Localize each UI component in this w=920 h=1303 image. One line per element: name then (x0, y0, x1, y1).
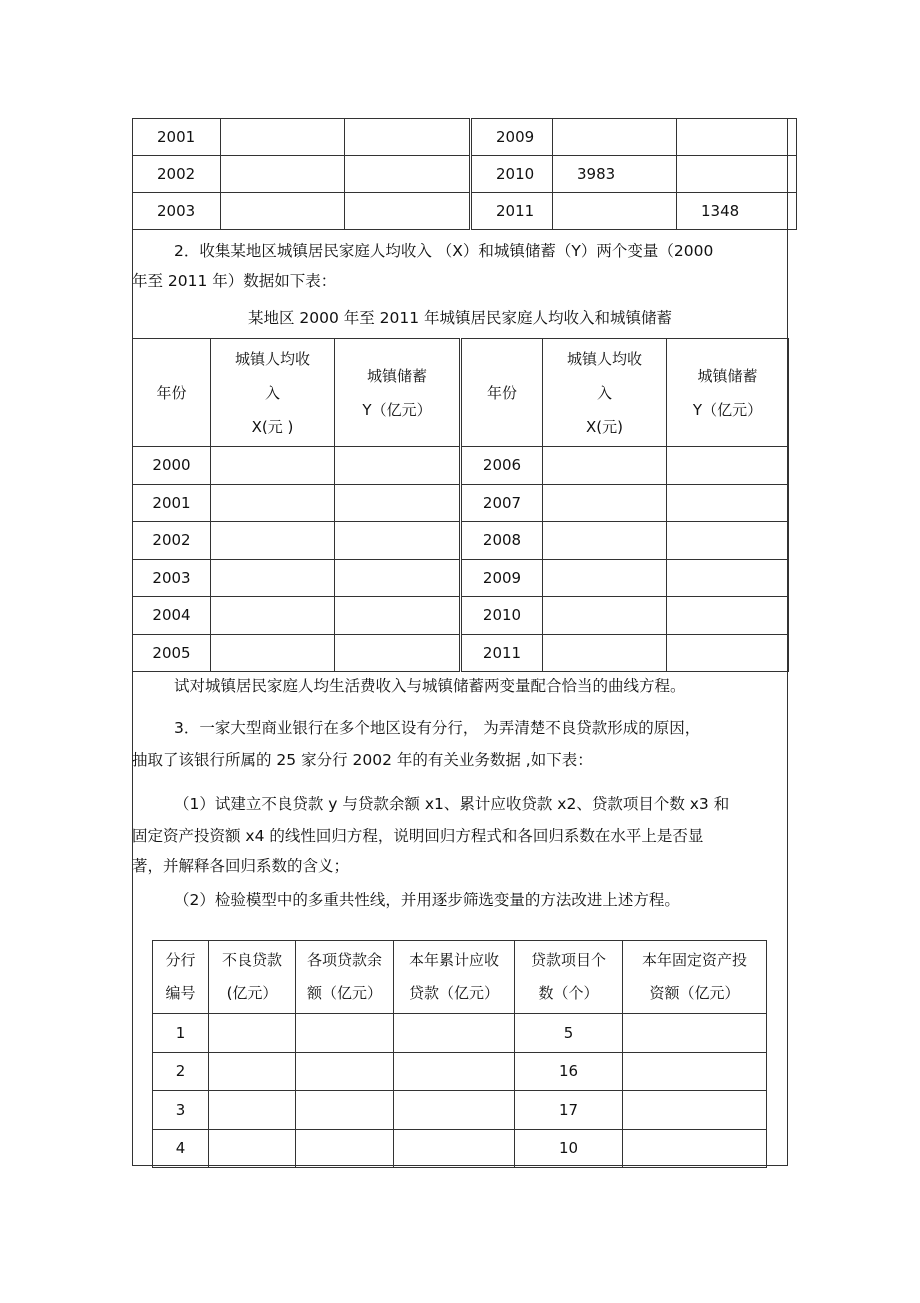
header-line: 各项贷款余 (306, 951, 382, 969)
income-cell (553, 193, 677, 230)
empty-cell (211, 447, 335, 485)
empty-cell (211, 634, 335, 672)
header-line: (亿元） (226, 984, 278, 1002)
savings-cell (345, 119, 471, 156)
header-line: 资额（亿元） (649, 984, 740, 1002)
table-row (133, 156, 797, 193)
project-count-cell: 17 (515, 1091, 623, 1130)
income-header-line: 入 (596, 383, 612, 402)
empty-cell (296, 1014, 394, 1053)
year-cell: 2003 (133, 559, 211, 597)
empty-cell (211, 522, 335, 560)
year-cell: 2010 (461, 597, 543, 635)
empty-cell (394, 1014, 515, 1053)
income-cell (221, 156, 345, 193)
empty-cell (211, 559, 335, 597)
project-count-cell: 10 (515, 1129, 623, 1168)
empty-cell (394, 1091, 515, 1130)
savings-header-line: 城镇储蓄 (366, 366, 427, 385)
year-cell: 2003 (133, 193, 221, 230)
income-header-line: 城镇人均收 (234, 349, 310, 368)
q3-line1: 3．一家大型商业银行在多个地区设有分行， 为弄清楚不良贷款形成的原因， (174, 719, 701, 737)
savings-header-line: Y（亿元） (692, 400, 763, 419)
year-cell: 2010 (471, 156, 553, 193)
table-row (153, 1014, 767, 1053)
header-line: 分行 (165, 951, 196, 969)
header-line: 贷款项目个 (530, 951, 606, 969)
savings-header (335, 339, 461, 447)
receivable-header (394, 941, 515, 1014)
table-row (153, 1129, 767, 1168)
empty-cell (296, 1052, 394, 1091)
income-cell (221, 119, 345, 156)
table-row (153, 1052, 767, 1091)
empty-cell (667, 634, 789, 672)
income-header (211, 339, 335, 447)
year-cell: 2001 (133, 484, 211, 522)
q3-sub1-line2: 固定资产投资额 x4 的线性回归方程，说明回归方程式和各回归系数在水平上是否显 (132, 827, 704, 845)
empty-cell (335, 447, 461, 485)
year-cell: 2002 (133, 156, 221, 193)
empty-cell (296, 1129, 394, 1168)
table-row (133, 559, 789, 597)
bank-data-table (152, 940, 767, 1168)
year-header: 年份 (133, 339, 211, 447)
income-header-line: X(元 ) (251, 417, 294, 436)
table-row (133, 193, 797, 230)
table-row (133, 484, 789, 522)
savings-header-line: 城镇储蓄 (697, 366, 758, 385)
empty-cell (209, 1091, 296, 1130)
savings-cell (677, 156, 797, 193)
empty-cell (667, 597, 789, 635)
q3-sub2: （2）检验模型中的多重共性线，并用逐步筛选变量的方法改进上述方程。 (174, 891, 680, 909)
branch-id-cell: 3 (153, 1091, 209, 1130)
q3-sub1-line1: （1）试建立不良贷款 y 与贷款余额 x1、累计应收贷款 x2、贷款项目个数 x3 和 (174, 795, 730, 813)
q2-line1: 2．收集某地区城镇居民家庭人均收入 （X）和城镇储蓄（Y）两个变量（2000 (174, 242, 714, 260)
year-cell: 2009 (471, 119, 553, 156)
income-savings-table (132, 338, 789, 672)
income-header (543, 339, 667, 447)
header-line: 本年累计应收 (408, 951, 499, 969)
year-header: 年份 (461, 339, 543, 447)
empty-cell (623, 1014, 767, 1053)
branch-id-cell: 1 (153, 1014, 209, 1053)
savings-header (667, 339, 789, 447)
empty-cell (623, 1052, 767, 1091)
bad-loans-header (209, 941, 296, 1014)
header-line: 不良贷款 (221, 951, 282, 969)
table-row (133, 597, 789, 635)
income-header-line: 城镇人均收 (566, 349, 642, 368)
empty-cell (394, 1129, 515, 1168)
empty-cell (543, 447, 667, 485)
empty-cell (543, 484, 667, 522)
savings-cell (677, 119, 797, 156)
empty-cell (394, 1052, 515, 1091)
table-row (133, 634, 789, 672)
empty-cell (211, 597, 335, 635)
income-cell (553, 119, 677, 156)
empty-cell (211, 484, 335, 522)
header-line: 贷款（亿元） (408, 984, 499, 1002)
empty-cell (667, 447, 789, 485)
q2-line2: 年至 2011 年）数据如下表： (132, 272, 337, 290)
savings-cell: 1348 (677, 193, 797, 230)
empty-cell (209, 1052, 296, 1091)
project-count-header (515, 941, 623, 1014)
year-cell: 2000 (133, 447, 211, 485)
branch-id-cell: 2 (153, 1052, 209, 1091)
empty-cell (667, 522, 789, 560)
empty-cell (667, 484, 789, 522)
q2-table-caption: 某地区 2000 年至 2011 年城镇居民家庭人均收入和城镇储蓄 (247, 309, 673, 327)
savings-cell (345, 193, 471, 230)
year-cell: 2006 (461, 447, 543, 485)
header-row (153, 941, 767, 1014)
table-row (133, 447, 789, 485)
income-cell: 3983 (553, 156, 677, 193)
income-header-line: X(元) (586, 417, 623, 436)
year-cell: 2004 (133, 597, 211, 635)
header-line: 额（亿元） (306, 984, 382, 1002)
empty-cell (543, 634, 667, 672)
project-count-cell: 5 (515, 1014, 623, 1053)
q3-sub1-line3: 著，并解释各回归系数的含义； (132, 857, 350, 875)
empty-cell (296, 1091, 394, 1130)
empty-cell (623, 1091, 767, 1130)
empty-cell (543, 522, 667, 560)
table-row (153, 1091, 767, 1130)
empty-cell (209, 1129, 296, 1168)
header-line: 编号 (165, 984, 196, 1002)
empty-cell (335, 559, 461, 597)
income-cell (221, 193, 345, 230)
empty-cell (335, 522, 461, 560)
empty-cell (623, 1129, 767, 1168)
empty-cell (335, 484, 461, 522)
project-count-cell: 16 (515, 1052, 623, 1091)
branch-id-cell: 4 (153, 1129, 209, 1168)
year-cell: 2011 (471, 193, 553, 230)
fixed-investment-header (623, 941, 767, 1014)
header-line: 数（个） (538, 984, 599, 1002)
empty-cell (667, 559, 789, 597)
savings-header-line: Y（亿元） (362, 400, 432, 419)
savings-cell (345, 156, 471, 193)
q3-line2: 抽取了该银行所属的 25 家分行 2002 年的有关业务数据 ,如下表： (132, 751, 593, 769)
year-cell: 2009 (461, 559, 543, 597)
q2-instruction: 试对城镇居民家庭人均生活费收入与城镇储蓄两变量配合恰当的曲线方程。 (174, 677, 686, 695)
year-cell: 2001 (133, 119, 221, 156)
year-cell: 2005 (133, 634, 211, 672)
empty-cell (543, 559, 667, 597)
continuation-table (132, 118, 797, 230)
year-cell: 2008 (461, 522, 543, 560)
empty-cell (335, 634, 461, 672)
header-line: 本年固定资产投 (641, 951, 747, 969)
year-cell: 2007 (461, 484, 543, 522)
income-header-line: 入 (264, 383, 280, 402)
empty-cell (543, 597, 667, 635)
table-row (133, 119, 797, 156)
year-cell: 2002 (133, 522, 211, 560)
empty-cell (209, 1014, 296, 1053)
header-row (133, 339, 789, 447)
year-cell: 2011 (461, 634, 543, 672)
branch-id-header (153, 941, 209, 1014)
empty-cell (335, 597, 461, 635)
loan-balance-header (296, 941, 394, 1014)
table-row (133, 522, 789, 560)
